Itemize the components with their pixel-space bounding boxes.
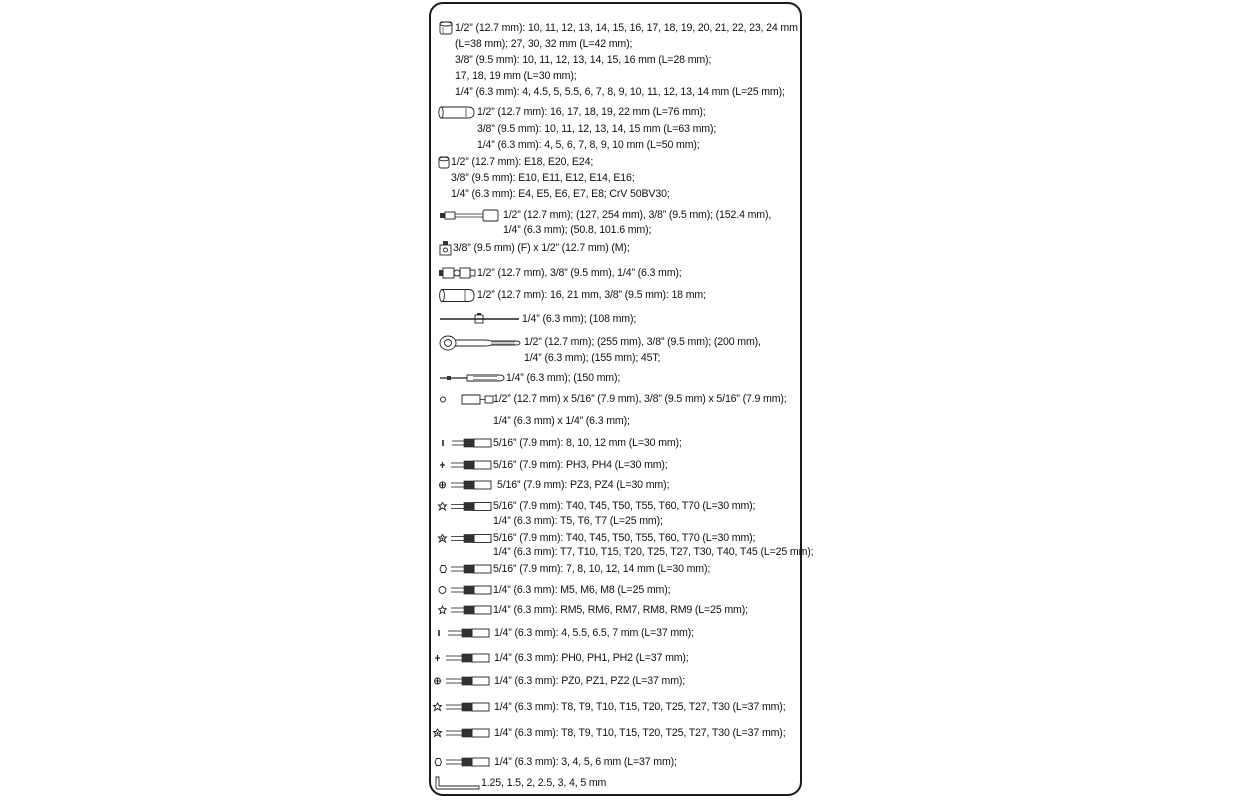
screwdriver-handle-icon xyxy=(439,372,505,384)
socket-icon xyxy=(438,21,454,35)
torx-tamper-bit-icon xyxy=(439,532,492,545)
spec-line: 1/2” (12.7 mm): E18, E20, E24; xyxy=(451,156,594,168)
spec-line: 1/4” (6.3 mm); (150 mm); xyxy=(506,372,621,384)
bit-adapter-icon xyxy=(440,393,494,406)
spec-line: 1/4” (6.3 mm); (108 mm); xyxy=(522,313,637,325)
spec-line: 3/8” (9.5 mm): 10, 11, 12, 13, 14, 15, 16 mm (L=28 mm); xyxy=(455,54,712,66)
spec-line: 1/4” (6.3 mm): 3, 4, 5, 6 mm (L=37 mm); xyxy=(494,756,677,768)
spec-line: 1/4” (6.3 mm): T8, T9, T10, T15, T20, T25, T27, T30 (L=37 mm); xyxy=(494,727,786,739)
spec-line: 3/8” (9.5 mm): 10, 11, 12, 13, 14, 15 mm (L=63 mm); xyxy=(477,123,717,135)
spec-line: 1/4” (6.3 mm): 4, 5, 6, 7, 8, 9, 10 mm (L=50 mm); xyxy=(477,139,700,151)
spec-line: 17, 18, 19 mm (L=30 mm); xyxy=(455,70,577,82)
spec-line: 1/4” (6.3 mm); (155 mm); 45T; xyxy=(524,352,661,364)
spec-line: 1/4” (6.3 mm): T8, T9, T10, T15, T20, T25, T27, T30 (L=37 mm); xyxy=(494,701,786,713)
long-phillips-bit-icon xyxy=(434,652,490,664)
spec-line: 3/8” (9.5 mm) (F) x 1/2” (12.7 mm) (M); xyxy=(453,242,630,254)
ratchet-icon xyxy=(439,335,521,351)
spec-line: 1/4” (6.3 mm); (50.8, 101.6 mm); xyxy=(503,224,652,236)
spec-line: 1/4” (6.3 mm): M5, M6, M8 (L=25 mm); xyxy=(493,584,671,596)
spec-line: 5/16” (7.9 mm): T40, T45, T50, T55, T60, T70 (L=30 mm); xyxy=(493,500,756,512)
pozidriv-bit-icon xyxy=(439,479,492,491)
spec-line: 1/2” (12.7 mm): 16, 21 mm, 3/8” (9.5 mm): 18 mm; xyxy=(477,289,706,301)
adapter-icon xyxy=(439,241,453,255)
spec-line: 1/4” (6.3 mm): RM5, RM6, RM7, RM8, RM9 (L=25 mm); xyxy=(493,604,748,616)
spec-line: 1.25, 1.5, 2, 2.5, 3, 4, 5 mm xyxy=(481,777,607,789)
spec-line: 1/4” (6.3 mm): T7, T10, T15, T20, T25, T27, T30, T40, T45 (L=25 mm); xyxy=(493,546,814,558)
spec-line: 1/4” (6.3 mm): E4, E5, E6, E7, E8; CrV 50BV30; xyxy=(451,188,670,200)
spec-line: 5/16” (7.9 mm): 8, 10, 12 mm (L=30 mm); xyxy=(493,437,682,449)
spec-line: 5/16” (7.9 mm): T40, T45, T50, T55, T60, T70 (L=30 mm); xyxy=(493,532,756,544)
spline-bit-icon xyxy=(439,584,492,596)
spec-line: 1/4” (6.3 mm): T5, T6, T7 (L=25 mm); xyxy=(493,515,663,527)
spec-line: 1/4” (6.3 mm): 4, 4.5, 5, 5.5, 6, 7, 8, 9, 10, 11, 12, 13, 14 mm (L=25 mm); xyxy=(455,86,785,98)
spec-line: 1/4” (6.3 mm): PZ0, PZ1, PZ2 (L=37 mm); xyxy=(494,675,686,687)
ribe-bit-icon xyxy=(439,604,492,616)
spark-plug-socket-icon xyxy=(439,289,475,302)
slotted-bit-icon xyxy=(440,437,492,449)
deep-socket-icon xyxy=(438,106,476,119)
spec-line: 1/2” (12.7 mm) x 5/16” (7.9 mm), 3/8” (9.5 mm) x 5/16” (7.9 mm); xyxy=(493,393,787,405)
spec-line: 1/2” (12.7 mm): 16, 17, 18, 19, 22 mm (L=76 mm); xyxy=(477,106,706,118)
universal-joint-icon xyxy=(438,266,476,280)
spec-line: 1/2” (12.7 mm): 10, 11, 12, 13, 14, 15, 16, 17, 18, 19, 20, 21, 22, 23, 24 mm xyxy=(455,22,798,34)
torx-bit-icon xyxy=(439,500,492,513)
spec-line: (L=38 mm); 27, 30, 32 mm (L=42 mm); xyxy=(455,38,633,50)
long-torx-tamper-bit-icon xyxy=(434,727,490,739)
spec-line: 1/2” (12.7 mm); (255 mm), 3/8” (9.5 mm); (200 mm), xyxy=(524,336,761,348)
hex-bit-icon xyxy=(439,563,492,575)
tool-set-spec-panel xyxy=(429,2,814,796)
spec-line: 5/16” (7.9 mm): 7, 8, 10, 12, 14 mm (L=30 mm); xyxy=(493,563,711,575)
extension-bar-icon xyxy=(439,209,499,221)
hex-key-icon xyxy=(434,776,480,790)
spec-line: 1/4” (6.3 mm): PH0, PH1, PH2 (L=37 mm); xyxy=(494,652,689,664)
long-pozidriv-bit-icon xyxy=(434,675,490,687)
spec-line: 1/2” (12.7 mm), 3/8” (9.5 mm), 1/4” (6.3 mm); xyxy=(477,267,682,279)
spec-line: 3/8” (9.5 mm): E10, E11, E12, E14, E16; xyxy=(451,172,635,184)
long-torx-bit-icon xyxy=(434,701,490,713)
long-slotted-bit-icon xyxy=(436,627,490,639)
t-handle-icon xyxy=(439,313,519,325)
long-hex-bit-icon xyxy=(434,756,490,768)
spec-line: 1/4” (6.3 mm) x 1/4” (6.3 mm); xyxy=(493,415,630,427)
spec-line: 5/16” (7.9 mm): PZ3, PZ4 (L=30 mm); xyxy=(497,479,670,491)
spec-line: 1/4” (6.3 mm): 4, 5.5, 6.5, 7 mm (L=37 mm); xyxy=(494,627,694,639)
e-socket-icon xyxy=(438,156,450,169)
spec-line: 5/16” (7.9 mm): PH3, PH4 (L=30 mm); xyxy=(493,459,668,471)
spec-line: 1/2” (12.7 mm); (127, 254 mm), 3/8” (9.5 mm); (152.4 mm), xyxy=(503,209,772,221)
phillips-bit-icon xyxy=(439,459,492,471)
